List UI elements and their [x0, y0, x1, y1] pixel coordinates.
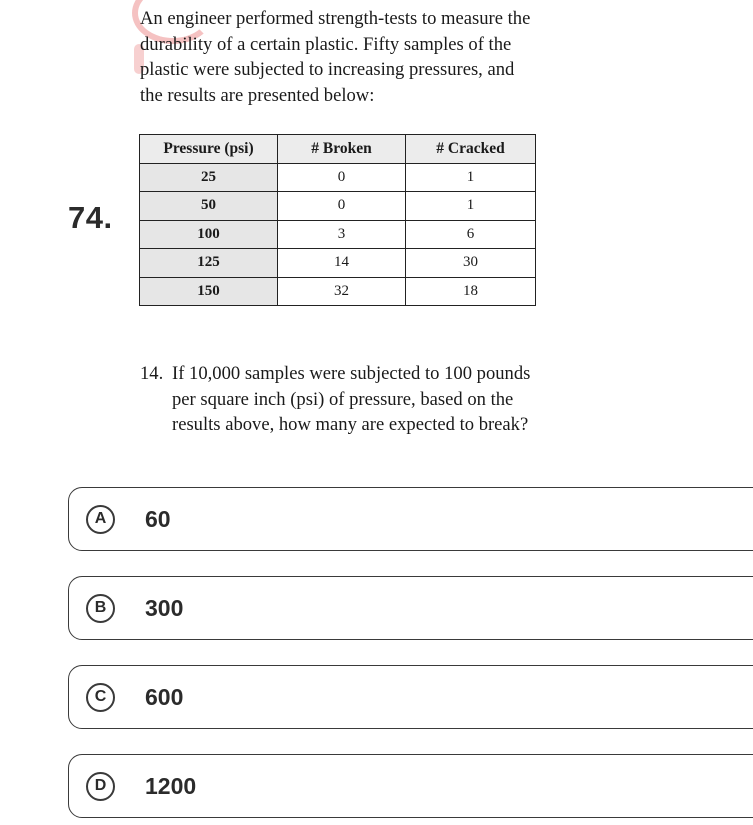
option-letter-badge: D: [86, 772, 115, 801]
cell-pressure: 150: [140, 277, 278, 306]
cell-cracked: 1: [406, 192, 536, 221]
option-letter-badge: B: [86, 594, 115, 623]
cell-broken: 3: [278, 220, 406, 249]
table-row: [140, 249, 536, 278]
option-c[interactable]: [68, 665, 753, 729]
cell-broken: 14: [278, 249, 406, 278]
option-a[interactable]: [68, 487, 753, 551]
table-header-row: [140, 135, 536, 164]
option-text: 1200: [145, 772, 197, 799]
intro-line: the results are presented below:: [140, 84, 375, 106]
cell-broken: 0: [278, 163, 406, 192]
cell-pressure: 125: [140, 249, 278, 278]
question-line: If 10,000 samples were subjected to 100 pounds: [172, 363, 531, 384]
option-b[interactable]: [68, 576, 753, 640]
cell-pressure: 100: [140, 220, 278, 249]
cell-broken: 0: [278, 192, 406, 221]
question-line: per square inch (psi) of pressure, based on the: [172, 388, 514, 410]
results-table: [139, 134, 536, 306]
intro-paragraph: [140, 6, 580, 108]
option-letter-badge: A: [86, 505, 115, 534]
header-broken: # Broken: [278, 135, 406, 164]
cell-cracked: 18: [406, 277, 536, 306]
header-pressure: Pressure (psi): [140, 135, 278, 164]
table-row: [140, 163, 536, 192]
cell-pressure: 25: [140, 163, 278, 192]
option-text: 300: [145, 594, 184, 621]
cell-cracked: 1: [406, 163, 536, 192]
question-line: results above, how many are expected to break?: [172, 414, 529, 435]
option-text: 600: [145, 683, 184, 710]
sub-question-number: 14.: [140, 363, 164, 384]
table-row: [140, 277, 536, 306]
intro-line: plastic were subjected to increasing pressures, and: [140, 59, 515, 80]
table-row: [140, 220, 536, 249]
option-d[interactable]: [68, 754, 753, 818]
cell-cracked: 30: [406, 249, 536, 278]
header-cracked: # Cracked: [406, 135, 536, 164]
question-text: [140, 361, 570, 438]
cell-broken: 32: [278, 277, 406, 306]
cell-pressure: 50: [140, 192, 278, 221]
cell-cracked: 6: [406, 220, 536, 249]
question-number: 74.: [68, 200, 113, 235]
option-letter-badge: C: [86, 683, 115, 712]
option-text: 60: [145, 505, 171, 532]
table-row: [140, 192, 536, 221]
intro-line: An engineer performed strength-tests to measure the: [140, 8, 531, 29]
intro-line: durability of a certain plastic. Fifty samples of the: [140, 33, 512, 55]
